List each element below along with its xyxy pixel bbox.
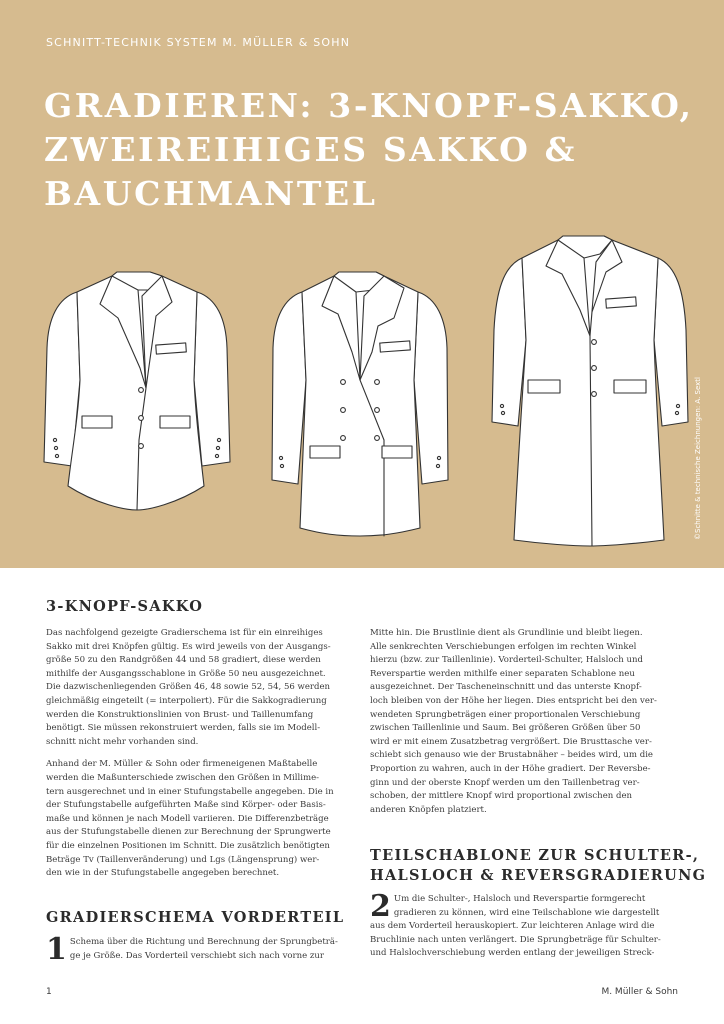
section-heading-gradierschema-vorderteil: GRADIERSCHEMA VORDERTEIL <box>46 909 345 926</box>
title-line-1: GRADIEREN: 3-KNOPF-SAKKO, <box>44 86 694 125</box>
step-1-number: 1 <box>46 932 67 967</box>
jacket1-button-middle <box>139 416 144 421</box>
intro-paragraph: Das nachfolgend gezeigte Gradierschema ist für ein einreihiges Sakko mit drei Knöpfen gültig. Es wird jeweils von der Ausgangs- größe 50 zu den Randgrößen 44 und 58 gradiert, diese werden mithilfe der Ausgangsschablone in Größe 50 neu ausgezeichnet. Die dazwischenliegenden Größen 46, 48 sowie 52, 54, 56 werden gleichmäßig eingeteilt (= interpoliert). Für die Sakkogradierung werden die Konstruktionslinien von Brust- und Taillenumfang benötigt. Sie müssen rekonstruiert werden, falls sie im Modell- schnitt nicht mehr vorhanden sind. <box>46 628 331 747</box>
coat-left-pocket-flap <box>528 380 560 393</box>
jacket2-breast-pocket <box>380 341 411 352</box>
left-column-text <box>46 627 346 881</box>
jacket1-button-bottom <box>139 444 144 449</box>
coat-right-sleeve <box>654 258 688 426</box>
continuation-paragraph: Mitte hin. Die Brustlinie dient als Grundlinie und bleibt liegen. Alle senkrechten Verschiebungen erfolgen im rechten Winkel hierzu (bzw. zur Taillenlinie). Vorderteil-Schulter, Halsloch und Reverspartie werden mithilfe einer separaten Schablone neu ausgezeichnet. Der Tascheneinschnitt und das unterste Knopf- loch bleiben von der Höhe her liegen. Dies entspricht bei den ver- wendeten Sprungbeträgen einer proportionalen Verschiebung zwischen Taillenlinie und Saum. Bei größeren Größen über 50 wird er mit einem Zusatzbetrag vergrößert. Die Brusttasche ver- schiebt sich genauso wie der Brustabnäher – beides wird, um die Proportion zu wahren, auch in der Höhe gradiert. Der Reversbe- ginn und der oberste Knopf werden um den Taillenbetrag ver- schoben, der mittlere Knopf wird proportional zwischen den anderen Knöpfen platziert. <box>370 628 657 815</box>
illustration-credit: ©Schnitte & technische Zeichnungen: A. Sextl <box>694 377 702 540</box>
single-breasted-jacket-drawing <box>44 272 230 510</box>
jacket1-breast-pocket <box>156 343 187 354</box>
section-heading-teilschablone <box>370 846 706 886</box>
jacket2-right-sleeve <box>414 292 448 484</box>
publisher-name: M. Müller & Sohn <box>601 987 678 997</box>
coat-breast-pocket <box>606 297 637 308</box>
page-number: 1 <box>46 987 52 997</box>
heading-line-1: TEILSCHABLONE ZUR SCHULTER-, <box>370 847 700 864</box>
series-kicker: SCHNITT-TECHNIK SYSTEM M. MÜLLER & SOHN <box>46 36 351 49</box>
section-heading-3-knopf-sakko: 3-KNOPF-SAKKO <box>46 598 204 615</box>
jacket1-right-pocket-flap <box>160 416 190 428</box>
coat-left-sleeve <box>492 258 526 426</box>
jacket1-left-pocket-flap <box>82 416 112 428</box>
jacket2-right-pocket-flap <box>382 446 412 458</box>
step-2-number: 2 <box>370 889 391 924</box>
measurement-paragraph: Anhand der M. Müller & Sohn oder firmeneigenen Maßtabelle werden die Maßunterschiede zwischen den Größen in Millime- tern ausgerechnet und in einer Stufungstabelle angegeben. Die in der Stufungstabelle aufgeführten Maße sind Körper- oder Basis- maße und können je nach Modell variieren. Die Differenzbeträge aus der Stufungstabelle dienen zur Berechnung der Sprungwerte für die einzelnen Positionen im Schnitt. Die zusätzlich benötigten Beträge Tv (Taillenveränderung) und Lgs (Längensprung) wer- den wie in der Stufungstabelle angegeben berechnet. <box>46 759 334 879</box>
jacket2-body <box>300 272 420 536</box>
step-1-text: 1 Schema über die Richtung und Berechnung der Sprungbeträ- ge je Größe. Das Vorderteil verschiebt sich nach vorne zur <box>46 932 338 967</box>
title-line-3: BAUCHMANTEL <box>44 174 378 213</box>
jacket1-button-top <box>139 388 144 393</box>
step-2-text: 2 Um die Schulter-, Halsloch und Reverspartie formgerecht gradieren zu können, wird eine Teilschablone wie dargestellt aus dem Vorderteil herauskopiert. Zur leichteren Anlage wird die Bruchlinie nach unten verlängert. Die Sprungbeträge für Schulter- und Halslochverschiebung werden entlang der jeweiligen Streck- <box>370 889 661 959</box>
coat-right-pocket-flap <box>614 380 646 393</box>
jacket2-left-sleeve <box>272 292 306 484</box>
heading-line-2: HALSLOCH & REVERSGRADIERUNG <box>370 867 707 884</box>
right-column-text <box>370 627 680 817</box>
jacket2-left-pocket-flap <box>310 446 340 458</box>
title-line-2: ZWEIREIHIGES SAKKO & <box>44 130 577 169</box>
double-breasted-jacket-drawing <box>272 272 448 536</box>
overcoat-drawing <box>492 236 688 546</box>
